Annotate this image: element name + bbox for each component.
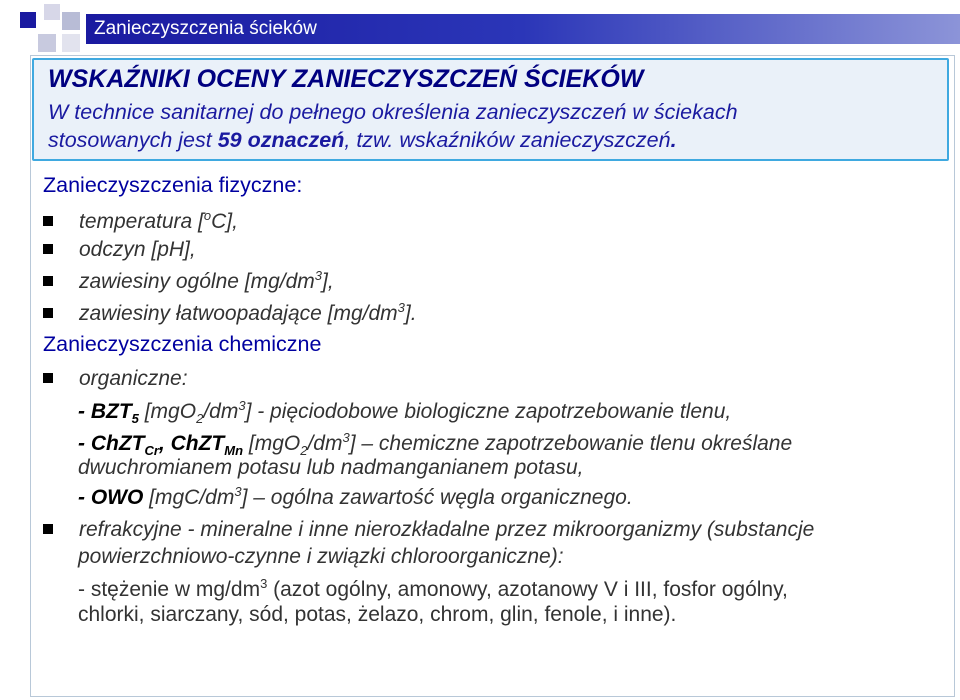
physical-heading: Zanieczyszczenia fizyczne: — [43, 173, 303, 197]
concentration-line-2: chlorki, siarczany, sód, potas, żelazo, chrom, glin, fenole, i inne). — [78, 603, 677, 626]
bullet-icon — [43, 373, 53, 383]
list-item-temperature: temperatura [$^o$C], — [43, 208, 238, 234]
info-line2-pre: stosowanych jest — [48, 128, 218, 152]
chemical-heading: Zanieczyszczenia chemiczne — [43, 332, 322, 356]
chzt-line-2: dwuchromianem potasu lub nadmanganianem potasu, — [78, 456, 584, 479]
info-line1: W technice sanitarnej do pełnego określenia zanieczyszczeń w ściekach — [48, 100, 738, 124]
owo-line: - OWO $[mgC/dm^3]$ – ogólna zawartość węgla organicznego. — [78, 484, 633, 509]
bullet-icon — [43, 524, 53, 534]
concentration-line: - stężenie w $mg/dm^3$ (azot ogólny, amonowy, azotanowy V i III, fosfor ogólny, — [78, 576, 788, 601]
page-title: Zanieczyszczenia ścieków — [94, 18, 317, 39]
info-line2-post: , tzw. wskaźników zanieczyszczeń — [344, 128, 671, 152]
info-line2-bold: 59 oznaczeń — [217, 128, 345, 152]
bullet-icon — [43, 244, 53, 254]
decor-square-2 — [44, 4, 60, 20]
decor-square-4 — [38, 34, 56, 52]
list-item-refractory: refrakcyjne - mineralne i inne nierozkładalne przez mikroorganizmy (substancje — [43, 518, 814, 542]
refractory-line-2: powierzchniowo-czynne i związki chloroorganiczne): — [78, 545, 564, 568]
info-text — [48, 98, 928, 154]
info-line2-end: . — [670, 128, 677, 152]
list-item-ph: odczyn [pH], — [43, 238, 196, 262]
bullet-icon — [43, 308, 53, 318]
info-box — [32, 58, 949, 161]
bullet-icon — [43, 276, 53, 286]
header-bar — [86, 14, 960, 44]
bullet-icon — [43, 216, 53, 226]
chzt-line: - ChZT$_{Cr}$, ChZT$_{Mn}$ $[mgO_2/dm^3]$ – chemiczne zapotrzebowanie tlenu określane — [78, 430, 793, 459]
list-item-settleable-solids: zawiesiny łatwoopadające $[mg/dm^3]$. — [43, 300, 417, 326]
decor-square-5 — [62, 34, 80, 52]
decor-square-1 — [20, 12, 36, 28]
list-item-suspended-solids: zawiesiny ogólne $[mg/dm^3]$, — [43, 268, 334, 294]
info-title: WSKAŹNIKI OCENY ZANIECZYSZCZEŃ ŚCIEKÓW — [48, 65, 644, 93]
list-item-organic: organiczne: — [43, 367, 188, 391]
decor-square-3 — [62, 12, 80, 30]
bzt-line: - $BZT_5$ $[mgO_2/dm^3]$ - pięciodobowe biologiczne zapotrzebowanie tlenu, — [78, 398, 732, 427]
